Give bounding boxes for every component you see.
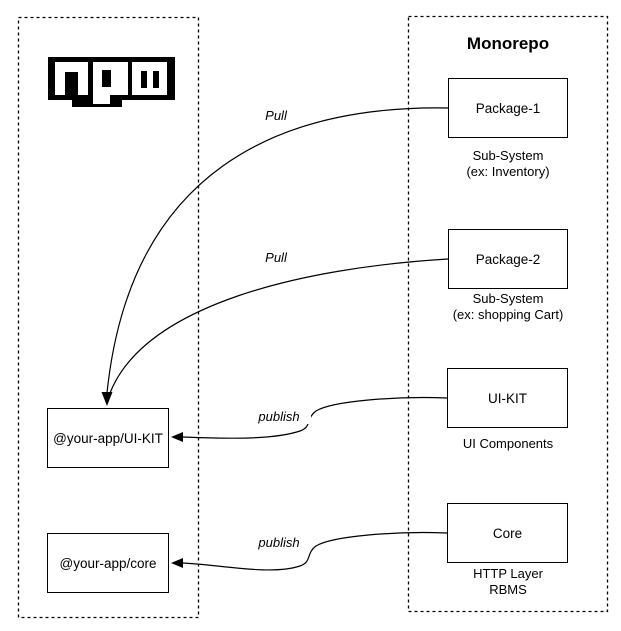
npm-logo-icon <box>48 57 175 107</box>
edge-publish-ui-kit <box>182 398 447 439</box>
node-core-label: Core <box>492 525 523 541</box>
npm-registry-frame <box>19 18 199 618</box>
caption-ui-kit <box>408 436 608 452</box>
monorepo-title: Monorepo <box>466 34 550 53</box>
edge-pull-package-2 <box>110 259 448 393</box>
caption-package-1-line2: (ex: Inventory) <box>466 164 550 179</box>
arrowhead-publish-core-icon <box>171 558 183 568</box>
caption-core-line2: RBMS <box>489 582 527 597</box>
node-package-1-label: Package-1 <box>475 100 541 116</box>
arrowhead-publish-ui-kit-icon <box>171 432 183 442</box>
caption-package-2 <box>408 291 608 323</box>
node-your-app-core <box>47 533 169 593</box>
node-package-2-label: Package-2 <box>475 251 541 267</box>
node-your-app-ui-kit <box>47 408 169 468</box>
edge-label-publish-1: publish <box>247 409 311 424</box>
caption-package-2-line2: (ex: shopping Cart) <box>452 307 564 322</box>
caption-package-1 <box>408 148 608 180</box>
node-package-2 <box>448 229 568 289</box>
caption-core <box>408 566 608 598</box>
edge-label-pull-2: Pull <box>250 250 302 265</box>
edge-publish-core <box>182 533 447 570</box>
edge-label-publish-2: publish <box>247 535 311 550</box>
caption-ui-kit-line1: UI Components <box>462 436 554 451</box>
node-ui-kit-label: UI-KIT <box>488 390 527 406</box>
arrowhead-pull-icon <box>102 392 113 406</box>
edge-label-pull-1: Pull <box>250 108 302 123</box>
node-your-app-core-label: @your-app/core <box>59 555 157 571</box>
caption-package-2-line1: Sub-System <box>472 291 544 306</box>
node-core <box>447 503 568 563</box>
node-ui-kit <box>447 368 568 428</box>
node-package-1 <box>448 78 568 138</box>
node-your-app-ui-kit-label: @your-app/UI-KIT <box>53 430 163 446</box>
caption-package-1-line1: Sub-System <box>472 148 544 163</box>
caption-core-line1: HTTP Layer <box>473 566 543 581</box>
